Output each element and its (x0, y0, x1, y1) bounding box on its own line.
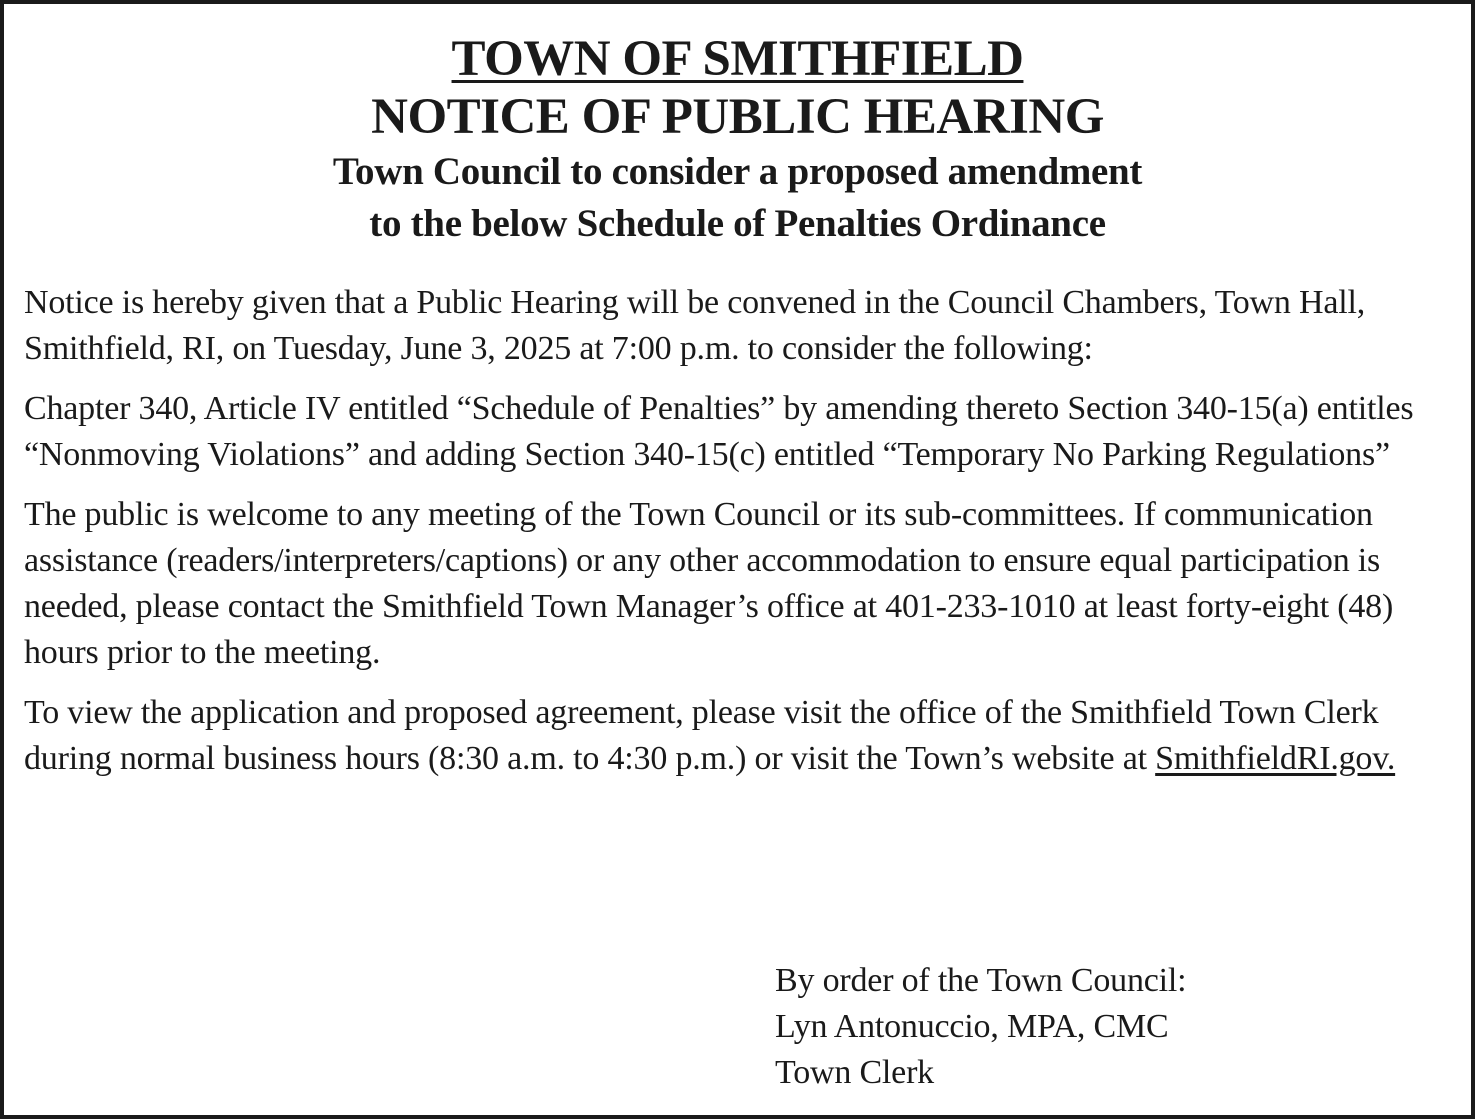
signature-order-line: By order of the Town Council: (775, 962, 1187, 999)
town-title: TOWN OF SMITHFIELD (451, 31, 1024, 87)
notice-subtitle: NOTICE OF PUBLIC HEARING (371, 89, 1104, 145)
town-website-link[interactable]: SmithfieldRI.gov. (1155, 740, 1396, 777)
notice-header (4, 30, 1471, 250)
hearing-notice-paragraph: Notice is hereby given that a Public Hearing will be convened in the Council Chambers, Town Hall, Smithfield, RI, on Tuesday, June 3, 2025 at 7:00 p.m. to consider the following: (24, 284, 1366, 367)
notice-heading-line-2: to the below Schedule of Penalties Ordinance (369, 202, 1106, 245)
notice-heading-line-1: Town Council to consider a proposed amendment (332, 150, 1143, 193)
view-application-text: To view the application and proposed agreement, please visit the office of the Smithfield Town Clerk during normal business hours (8:30 a.m. to 4:30 p.m.) or visit the Town’s website at (24, 694, 1379, 777)
accessibility-paragraph: The public is welcome to any meeting of the Town Council or its sub-committees. If communication assistance (readers/interpreters/captions) or any other accommodation to ensure equal participation is needed, please contact the Smithfield Town Manager’s office at 401-233-1010 at least forty-eight (48) hours prior to the meeting. (24, 496, 1394, 671)
signature-title: Town Clerk (775, 1054, 934, 1091)
signature-name: Lyn Antonuccio, MPA, CMC (775, 1008, 1169, 1045)
signature-block (775, 958, 1186, 1096)
view-application-paragraph (24, 690, 1451, 782)
notice-body (24, 280, 1451, 796)
ordinance-paragraph: Chapter 340, Article IV entitled “Schedule of Penalties” by amending thereto Section 340-15(a) entitles “Nonmoving Violations” and adding Section 340-15(c) entitled “Temporary No Parking Regulations” (24, 390, 1414, 473)
